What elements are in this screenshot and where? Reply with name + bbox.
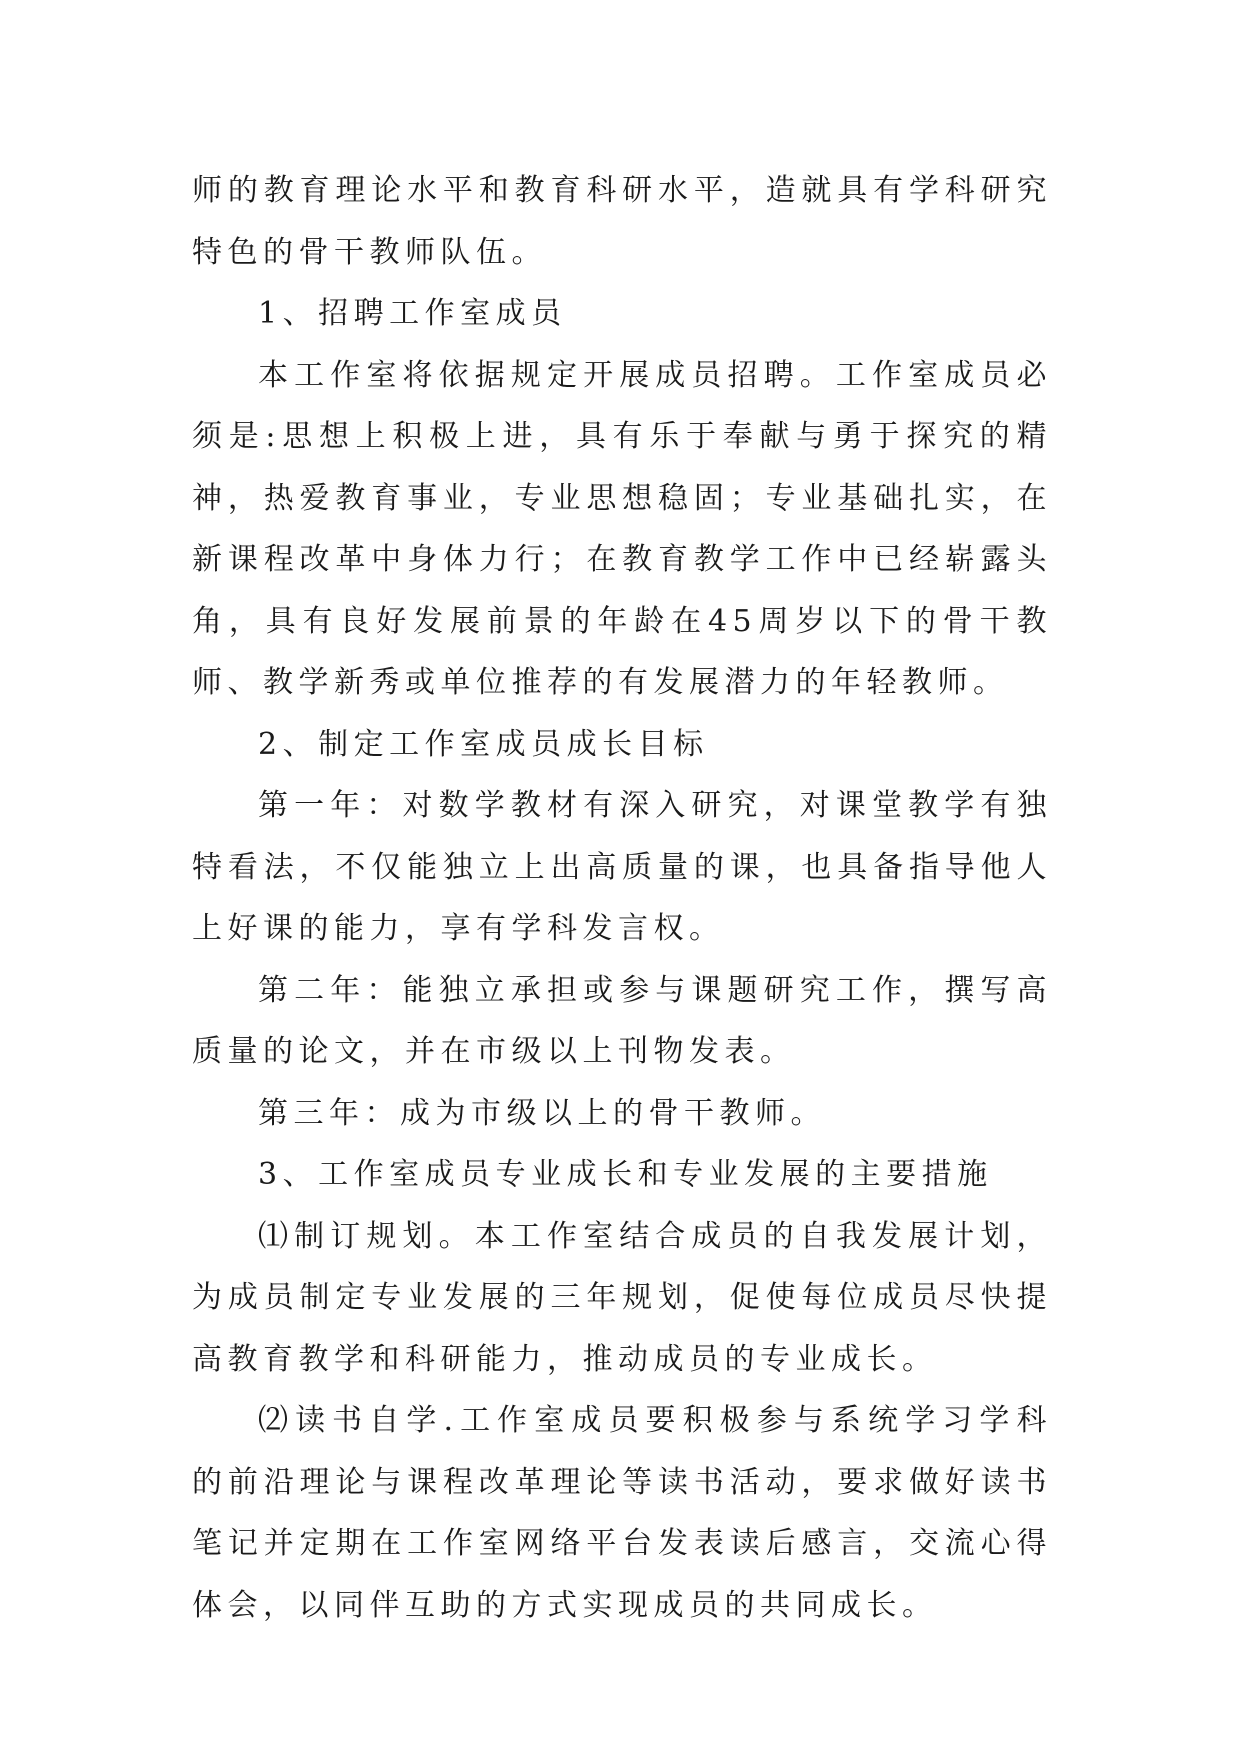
document-body <box>192 160 1052 1636</box>
paragraph-continuation: 师的教育理论水平和教育科研水平，造就具有学科研究特色的骨干教师队伍。 <box>192 173 1052 270</box>
paragraph-recruit-requirements: 本工作室将依据规定开展成员招聘。工作室成员必须是:思想上积极上进，具有乐于奉献与勇于探究的精神，热爱教育事业，专业思想稳固；专业基础扎实，在新课程改革中身体力行；在教育教学工作中已经崭露头角，具有良好发展前景的年龄在45周岁以下的骨干教师、教学新秀或单位推荐的有发展潜力的年轻教师。 <box>192 357 1052 700</box>
paragraph-measure-reading: ⑵读书自学.工作室成员要积极参与系统学习学科的前沿理论与课程改革理论等读书活动，要求做好读书笔记并定期在工作室网络平台发表读后感言，交流心得体会，以同伴互助的方式实现成员的共同成长。 <box>192 1403 1052 1623</box>
paragraph-year-one: 第一年：对数学教材有深入研究，对课堂教学有独特看法，不仅能独立上出高质量的课，也具备指导他人上好课的能力，享有学科发言权。 <box>192 788 1052 946</box>
heading-growth-goals: 2、制定工作室成员成长目标 <box>258 726 709 762</box>
paragraph-year-two: 第二年：能独立承担或参与课题研究工作，撰写高质量的论文，并在市级以上刊物发表。 <box>192 972 1052 1069</box>
paragraph-year-three: 第三年：成为市级以上的骨干教师。 <box>258 1095 826 1131</box>
paragraph-measure-planning: ⑴制订规划。本工作室结合成员的自我发展计划，为成员制定专业发展的三年规划，促使每位成员尽快提高教育教学和科研能力，推动成员的专业成长。 <box>192 1218 1052 1377</box>
heading-recruit-members: 1、招聘工作室成员 <box>258 296 567 331</box>
heading-main-measures: 3、工作室成员专业成长和专业发展的主要措施 <box>258 1157 993 1192</box>
